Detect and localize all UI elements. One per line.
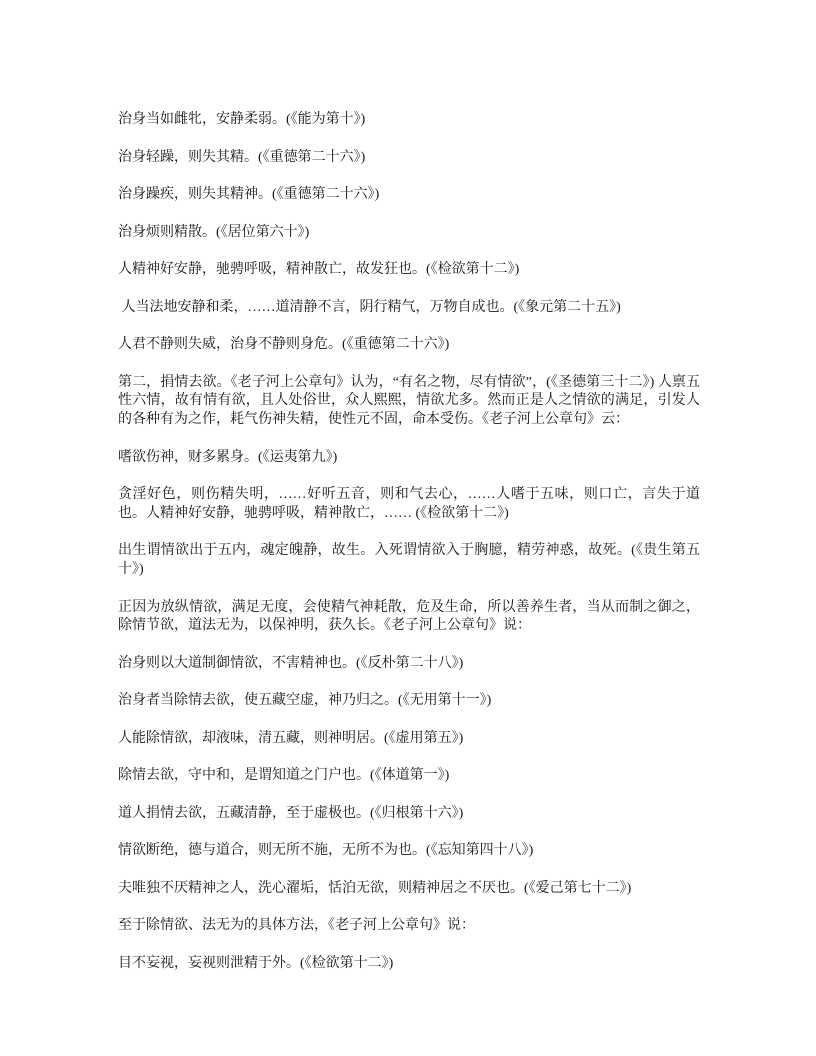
paragraph: 人能除情欲，却液味，清五藏，则神明居。(《虚用第五》) — [118, 730, 464, 746]
paragraph: 治身当如雌牝，安静柔弱。(《能为第十》) — [118, 112, 366, 127]
paragraph: 目不妄视，妄视则泄精于外。(《检欲第十二》) — [118, 955, 394, 971]
paragraph: 嗜欲伤神，财多累身。(《运夷第九》) — [118, 449, 338, 465]
paragraph: 道人捐情去欲，五藏清静，至于虚极也。(《归根第十六》) — [118, 805, 464, 821]
paragraph: 正因为放纵情欲，满足无度，会使精气神耗散，危及生命，所以善养生者，当从而制之御之，除情节欲，道法无为，以保神明，获久长。《老子河上公章句》说： — [118, 599, 700, 634]
paragraph: 人精神好安静，驰骋呼吸，精神散亡，故发狂也。(《检欲第十二》) — [118, 262, 520, 277]
paragraph: 情欲断绝，德与道合，则无所不施，无所不为也。(《忘知第四十八》) — [118, 843, 534, 859]
paragraph: 贪淫好色，则伤精失明，……好听五音，则和气去心，……人嗜于五味，则口亡，言失于道也。人精神好安静，驰骋呼吸，精神散亡，…… (《检欲第十二》) — [118, 487, 700, 521]
paragraph: 出生谓情欲出于五内，魂定魄静，故生。入死谓情欲入于胸臆，精劳神惑，故死。(《贵生第五十》) — [118, 543, 700, 577]
paragraph: 除情去欲，守中和，是谓知道之门户也。(《体道第一》) — [118, 768, 450, 784]
paragraph: 夫唯独不厌精神之人，洗心濯垢，恬泊无欲，则精神居之不厌也。(《爱己第七十二》) — [118, 880, 632, 896]
paragraph: 治身轻躁，则失其精。(《重德第二十六》) — [118, 149, 366, 165]
paragraph: 治身躁疾，则失其精神。(《重德第二十六》) — [118, 187, 380, 202]
paragraph: 第二，捐情去欲。《老子河上公章句》认为，“有名之物，尽有情欲”，(《圣德第三十二》) 人禀五性六情，故有情有欲，且人处俗世，众人熙熙，情欲尤多。然而正是人之情欲的满足，引发人的各种有为之作，耗气伤神失精，使性元不固，命本受伤。《老子河上公章句》云： — [118, 374, 700, 427]
paragraph: 治身则以大道制御情欲，不害精神也。(《反朴第二十八》) — [118, 655, 464, 671]
paragraph: 治身烦则精散。(《居位第六十》) — [118, 224, 310, 240]
paragraph: 人君不静则失威，治身不静则身危。(《重德第二十六》) — [118, 337, 450, 352]
paragraph: 至于除情欲、法无为的具体方法，《老子河上公章句》说： — [118, 918, 475, 934]
paragraph: 治身者当除情去欲，使五藏空虚，神乃归之。(《无用第十一》) — [118, 693, 492, 709]
paragraph: 人当法地安静和柔，……道清静不言，阴行精气，万物自成也。(《象元第二十五》) — [118, 299, 621, 315]
